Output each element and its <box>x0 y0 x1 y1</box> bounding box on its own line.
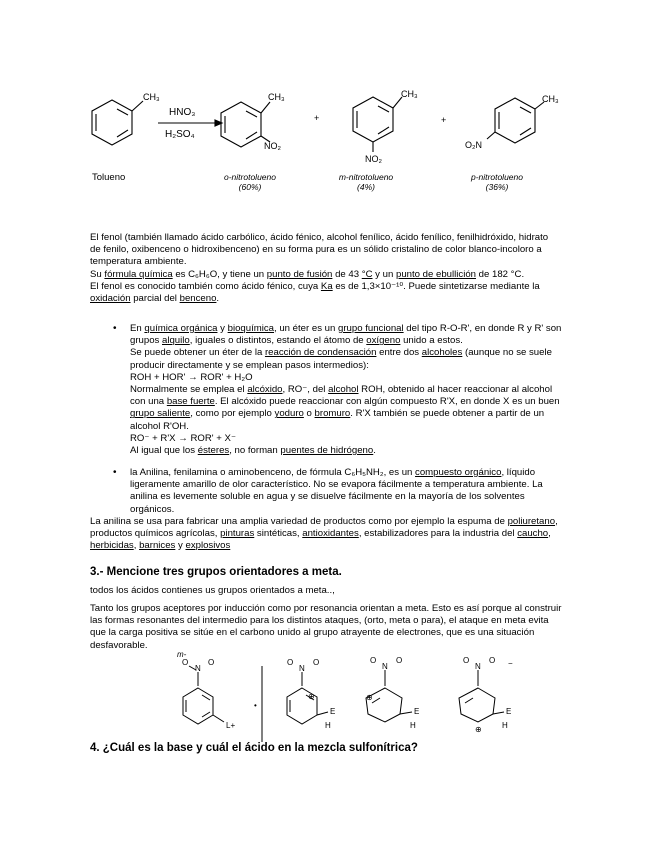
t: . <box>373 445 376 457</box>
question-3-para: Tanto los grupos aceptores por inducción como por resonancia orientan a meta. Esto es así porque al construir las formas resonantes del intermedio para los distintos ataques, (orto, meta o para), el ataque en meta evita que la carga positiva se sitúe en el carbono unido al grupo atrayente de electrones, que es una situación desfavorable. <box>90 603 562 651</box>
t: , <box>133 540 140 552</box>
o-3a: O <box>370 656 377 665</box>
para-ch3: CH₃ <box>542 94 559 104</box>
link-esteres[interactable]: ésteres <box>197 445 230 457</box>
dot-1: • <box>254 701 257 710</box>
plus-2: + <box>441 115 447 125</box>
t: Al igual que los <box>130 445 198 457</box>
o-2b: O <box>313 658 320 667</box>
o-1a: O <box>182 658 189 667</box>
t: y <box>175 540 186 552</box>
t: o <box>303 408 315 420</box>
anilina-def <box>130 467 562 516</box>
anilina-usos-p <box>90 516 560 553</box>
minus-sign: − <box>508 659 513 668</box>
link-explosivos[interactable]: explosivos <box>185 540 231 552</box>
t: y un <box>372 268 396 280</box>
e-1: E <box>330 707 336 716</box>
link-herbicidas[interactable]: herbicidas <box>90 540 134 552</box>
plus-charge-3: ⊕ <box>475 725 482 734</box>
link-punto-ebullicion[interactable]: punto de ebullición <box>395 268 476 280</box>
l-plus: L+ <box>226 721 236 730</box>
t: entre dos <box>376 347 422 359</box>
t: , no forman <box>229 445 281 457</box>
m-label: m- <box>177 650 187 659</box>
ether-p4 <box>130 445 562 457</box>
o-4a: O <box>463 656 470 665</box>
ortho-pct: (60%) <box>238 182 262 192</box>
t: Normalmente se emplea el <box>130 384 248 396</box>
anilina-usos <box>90 516 560 553</box>
link-punto-fusion[interactable]: punto de fusión <box>266 268 333 280</box>
link-alcoholes[interactable]: alcoholes <box>421 347 463 359</box>
n-4: N <box>475 662 481 671</box>
link-pinturas[interactable]: pinturas <box>220 528 255 540</box>
link-yoduro[interactable]: yoduro <box>274 408 304 420</box>
para-label <box>455 172 539 192</box>
meta-name: m-nitrotolueno <box>338 172 394 182</box>
question-3-heading: 3.- Mencione tres grupos orientadores a meta. <box>90 566 342 578</box>
t: , estabilizadores para la industria del <box>358 528 518 540</box>
t: , como por ejemplo <box>190 408 275 420</box>
link-benceno[interactable]: benceno <box>179 293 217 305</box>
t: y <box>217 323 228 334</box>
t: , <box>548 528 551 540</box>
t: , iguales o distintos, estando el átomo de <box>189 335 367 347</box>
t: sintéticas, <box>254 528 303 540</box>
o-1b: O <box>208 658 215 667</box>
sigma-complex-para <box>459 688 495 722</box>
t: parcial del <box>130 293 180 305</box>
t: . <box>216 293 220 305</box>
link-antioxidantes[interactable]: antioxidantes <box>302 528 359 540</box>
h-3: H <box>502 721 508 730</box>
link-formula-quimica[interactable]: fórmula química <box>104 268 173 280</box>
link-bromuro[interactable]: bromuro <box>314 408 351 420</box>
link-ka[interactable]: Ka <box>320 280 333 292</box>
t: de 43 <box>332 268 362 280</box>
link-grupo-funcional[interactable]: grupo funcional <box>338 323 404 334</box>
bullet-ether <box>130 323 562 457</box>
meta-ring <box>353 97 393 142</box>
ether-p3 <box>130 384 562 433</box>
h-2: H <box>410 721 416 730</box>
t: , RO⁻, del <box>282 384 329 396</box>
meta-pct: (4%) <box>357 182 375 192</box>
plus-1: + <box>314 113 320 123</box>
t: (aunque no se suele producir directamente y se emplean pasos intermedios): <box>130 347 552 371</box>
link-quimica-organica[interactable]: química orgánica <box>144 323 218 334</box>
t: es de 1,3×10⁻¹⁰. Puede sintetizarse mediante la <box>332 280 540 292</box>
meta-ch3: CH₃ <box>401 89 418 99</box>
plus-charge-1: ⊕ <box>308 692 315 701</box>
fenol-p2 <box>90 269 560 281</box>
question-4-heading: 4. ¿Cuál es la base y cuál el ácido en la mezcla sulfonítrica? <box>90 742 418 754</box>
link-alcoxido[interactable]: alcóxido <box>247 384 283 396</box>
n-3: N <box>382 662 388 671</box>
bullet-dot-1: • <box>113 323 117 334</box>
link-barnices[interactable]: barnices <box>139 540 176 552</box>
t: la Anilina, fenilamina o aminobenceno, de fórmula C₆H₅NH₂, es un <box>130 467 416 478</box>
ortho-ring <box>221 102 261 147</box>
t: , un éter es un <box>274 323 339 334</box>
t: es C₆H₆O, y tiene un <box>172 268 267 280</box>
toluene-ch3: CH₃ <box>143 92 160 102</box>
toluene-ring <box>92 100 132 145</box>
t: En <box>130 323 145 334</box>
link-compuesto-organico[interactable]: compuesto orgánico <box>415 467 502 478</box>
reagent-hno3: HNO₃ <box>169 107 196 118</box>
link-grupo-saliente[interactable]: grupo saliente <box>130 408 191 420</box>
ortho-label <box>210 172 290 192</box>
t: Se puede obtener un éter de la <box>130 347 265 359</box>
para-pct: (36%) <box>485 182 509 192</box>
t: El fenol es conocido también como ácido fénico, cuya <box>90 280 321 292</box>
nitrobenzene-ring <box>183 688 213 724</box>
link-oxidacion[interactable]: oxidación <box>90 293 131 305</box>
link-base-fuerte[interactable]: base fuerte <box>166 396 215 408</box>
t: , productos químicos agrícolas, <box>90 516 558 540</box>
link-alquilo[interactable]: alquilo <box>162 335 190 347</box>
link-poliuretano[interactable]: poliuretano <box>507 516 556 527</box>
ether-eq1: ROH + HOR' → ROR' + H₂O <box>130 371 253 383</box>
para-ring <box>495 98 535 143</box>
resonance-figure <box>0 650 655 745</box>
n-2: N <box>299 664 305 673</box>
e-3: E <box>506 707 512 716</box>
h-1: H <box>325 721 331 730</box>
t: de 182 °C. <box>476 268 525 280</box>
question-3-line: todos los ácidos contienes us grupos orientados a meta.., <box>90 585 335 596</box>
link-oxigeno[interactable]: oxígeno <box>366 335 401 347</box>
ether-eq2: RO⁻ + R'X → ROR' + X⁻ <box>130 432 237 444</box>
o-4b: O <box>489 656 496 665</box>
link-alcohol[interactable]: alcohol <box>328 384 359 396</box>
o-3b: O <box>396 656 403 665</box>
ortho-no2: NO₂ <box>264 141 281 151</box>
bullet-anilina <box>130 467 562 516</box>
link-puentes-hidrogeno[interactable]: puentes de hidrógeno <box>280 445 374 457</box>
o-2a: O <box>287 658 294 667</box>
link-reaccion-condensacion[interactable]: reacción de condensación <box>264 347 377 359</box>
t: , líquido ligeramente amarillo de olor característico. No se evapora fácilmente a temperatura ambiente. La anilina es levemente soluble en agua y se disuelve fácilmente en la mayoría de los solventes orgánicos. <box>130 467 543 515</box>
para-name: p-nitrotolueno <box>471 172 523 182</box>
link-caucho[interactable]: caucho <box>517 528 549 540</box>
n-1: N <box>195 664 201 673</box>
link-bioquimica[interactable]: bioquímica <box>227 323 275 334</box>
nitration-scheme <box>0 0 655 200</box>
t: ROH, obtenido al hacer reaccionar al alcohol con una <box>130 384 553 408</box>
reagent-h2so4: H₂SO₄ <box>165 129 195 140</box>
ether-p1 <box>130 323 562 347</box>
ortho-name: o-nitrotolueno <box>224 172 276 182</box>
link-celsius[interactable]: °C <box>361 268 373 280</box>
bullet-dot-2: • <box>113 467 117 478</box>
t: del tipo R-O-R', en donde R y R' son grupos <box>130 323 562 347</box>
t: Su <box>90 268 105 280</box>
toluene-label: Tolueno <box>92 172 126 183</box>
ortho-ch3: CH₃ <box>268 92 285 102</box>
meta-label <box>326 172 406 192</box>
plus-charge-2: ⊕ <box>366 693 373 702</box>
para-o2n: O₂N <box>465 140 482 150</box>
meta-no2: NO₂ <box>365 154 382 164</box>
t: unido a estos. <box>400 335 463 347</box>
fenol-section <box>90 232 560 305</box>
t: . El alcóxido puede reaccionar con algún compuesto R'X, en donde X es un buen <box>214 396 560 408</box>
fenol-p1: El fenol (también llamado ácido carbólico, ácido fénico, alcohol fenílico, ácido fenílico, fenilhidróxido, hidrato de fenilo, oxibenceno o hidroxibenceno) en su forma pura es un sólido cristalino de color blanco-incoloro a temperatura ambiente. <box>90 232 549 268</box>
e-2: E <box>414 707 420 716</box>
t: La anilina se usa para fabricar una amplia variedad de productos como por ejemplo la espuma de <box>90 516 508 527</box>
t: . R'X también se puede obtener a partir de un alcohol R'OH. <box>130 408 545 432</box>
fenol-p3 <box>90 281 560 305</box>
ether-p2 <box>130 347 562 371</box>
